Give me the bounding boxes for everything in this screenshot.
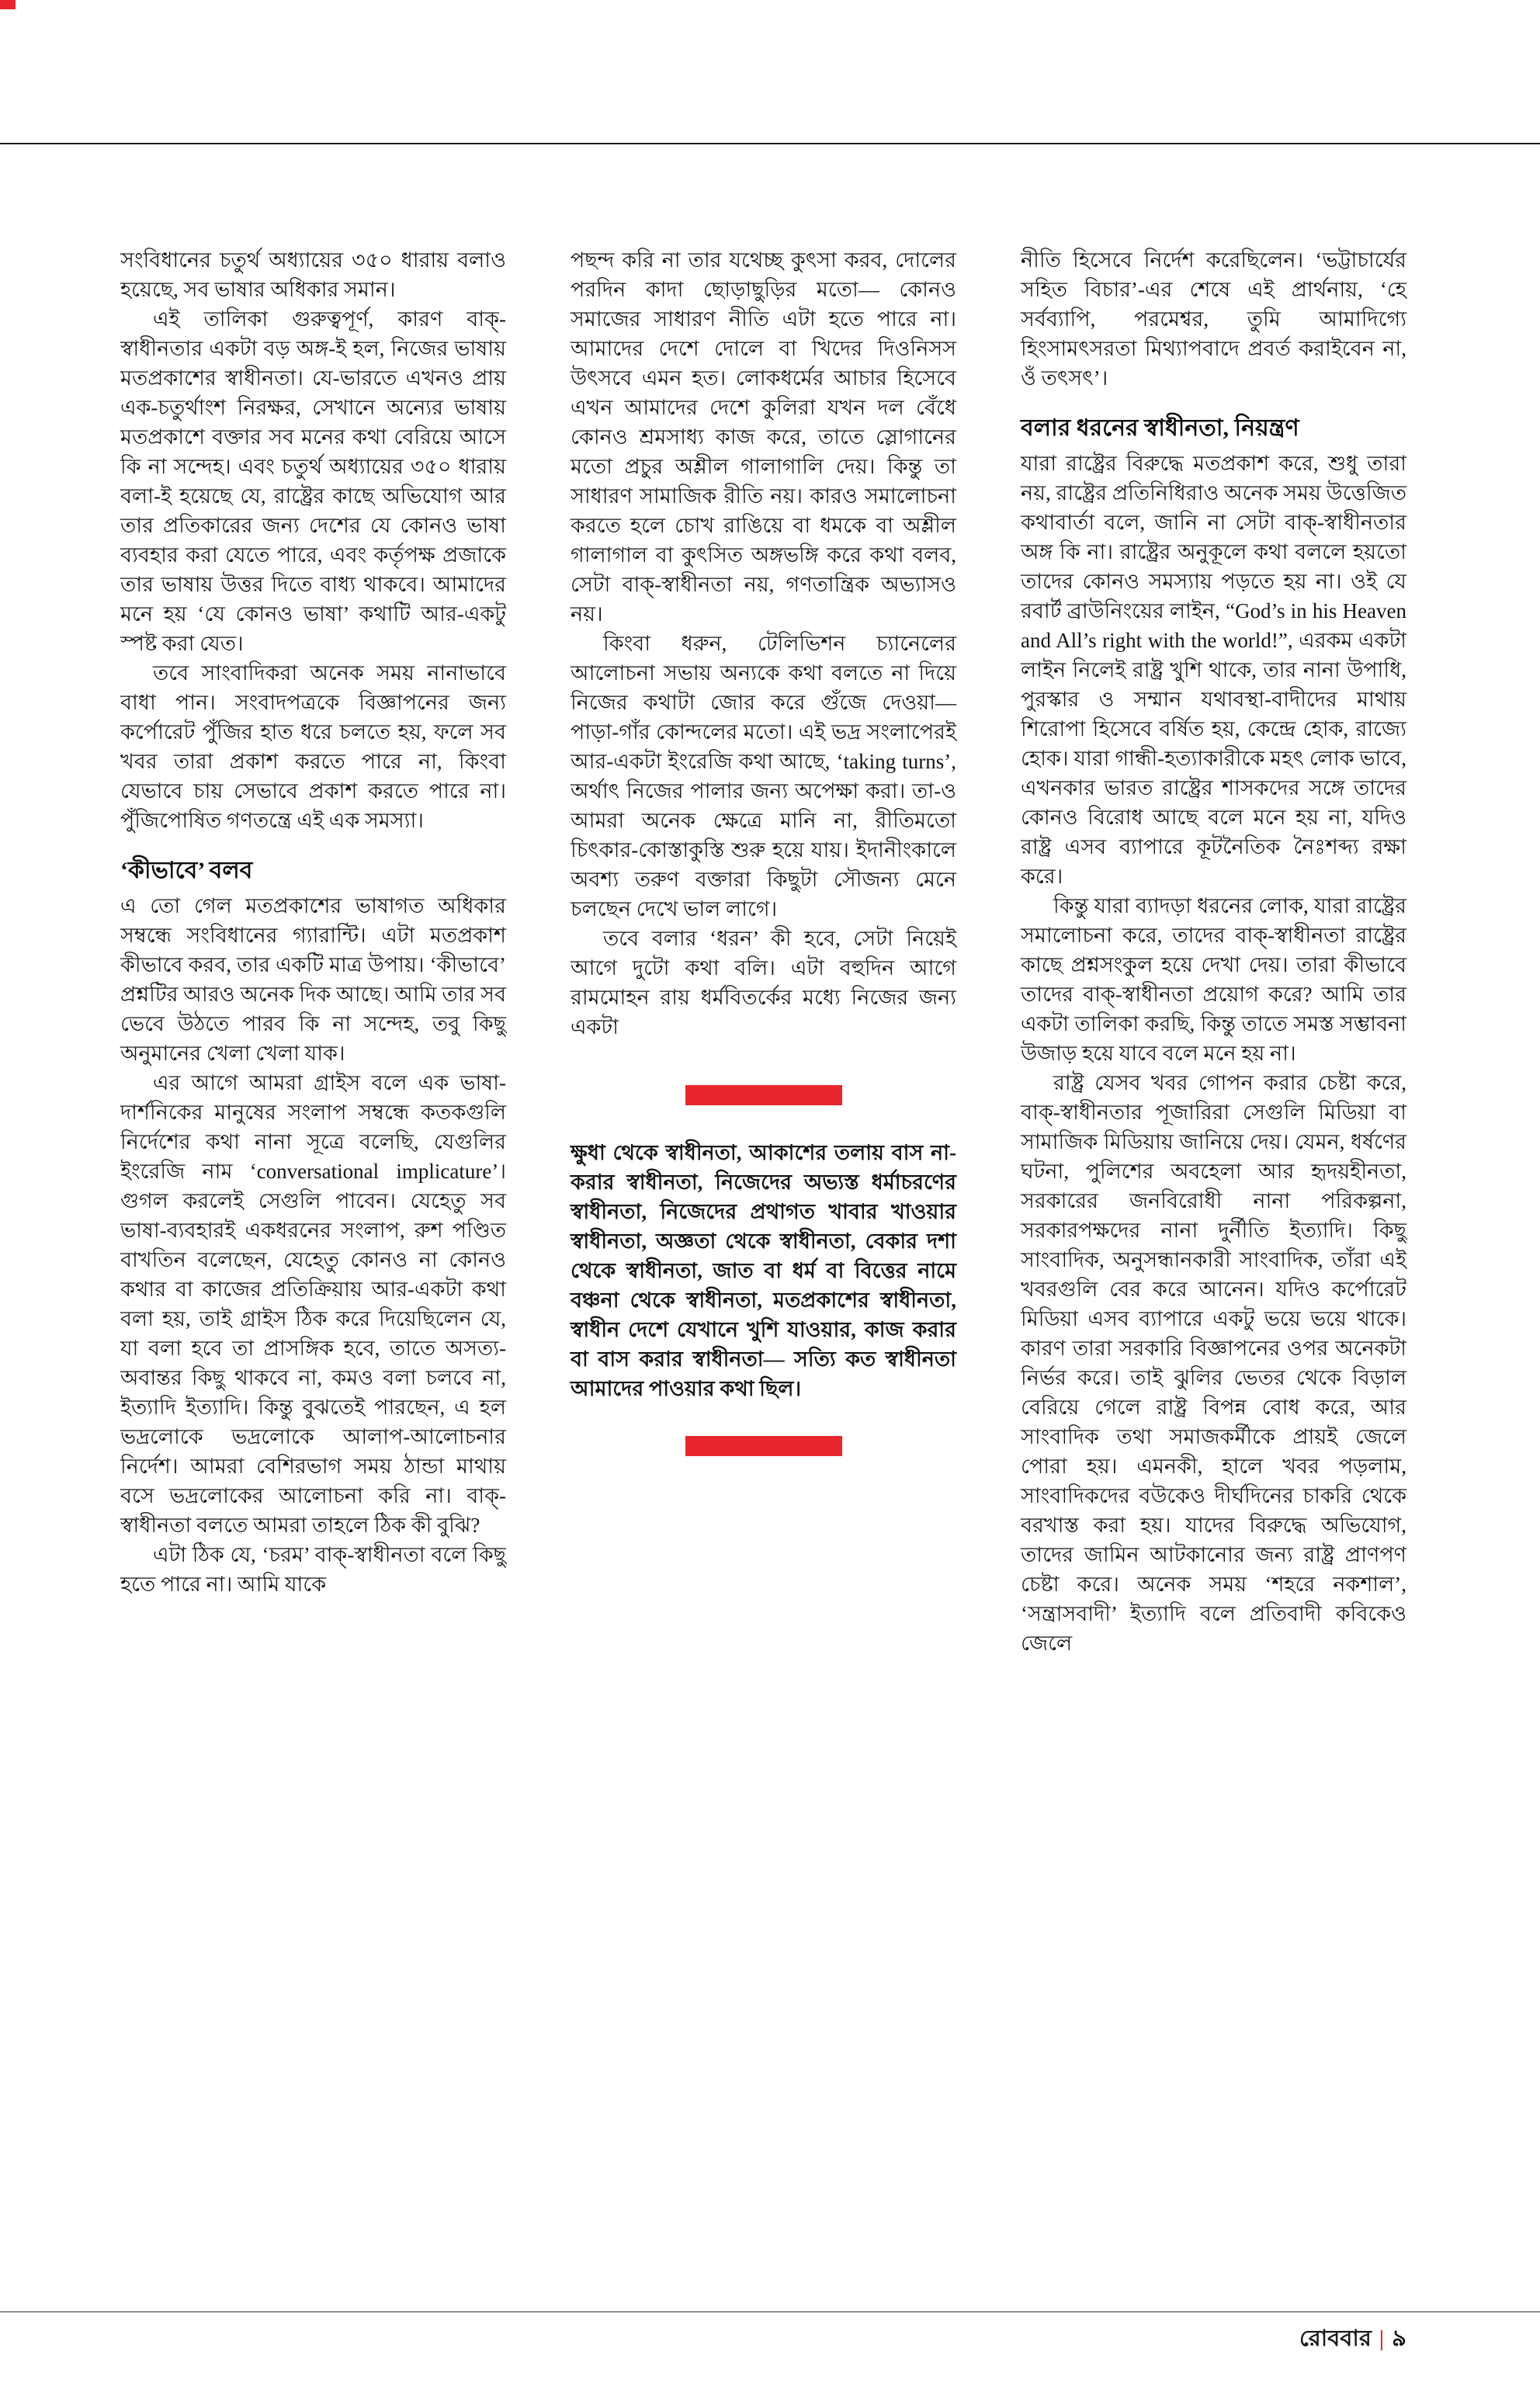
section-subhead: বলার ধরনের স্বাধীনতা, নিয়ন্ত্রণ [1021, 415, 1299, 441]
paragraph: কিন্তু যারা ব্যাদড়া ধরনের লোক, যারা রাষ্ট্রের সমালোচনা করে, তাদের বাক্‌-স্বাধীনতা রাষ্ট্রের কাছে প্রশ্নসংকুল হয়ে দেখা দেয়। তারা কীভাবে তাদের বাক্‌-স্বাধীনতা প্রয়োগ করে? আমি তার একটা তালিকা করছি, কিন্তু তাতে সমস্ত সম্ভাবনা উজাড় হয়ে যাবে বলে মনে হয় না। [1021, 894, 1406, 1065]
column-2 [571, 245, 956, 1658]
paragraph: কিংবা ধরুন, টেলিভিশন চ্যানেলের আলোচনা সভায় অন্যকে কথা বলতে না দিয়ে নিজের কথাটা জোর করে গুঁজে দেওয়া— পাড়া-গাঁর কোন্দলের মতো। এই ভদ্র সংলাপেরই আর-একটা ইংরেজি কথা আছে, ‘taking turns’, অর্থাৎ নিজের পালার জন্য অপেক্ষা করা। তা-ও আমরা অনেক ক্ষেত্রে মানি না, রীতিমতো চিৎকার-কোস্তাকুস্তি শুরু হয়ে যায়। ইদানীংকালে অবশ্য তরুণ বক্তারা কিছুটা সৌজন্য মেনে চলছেন দেখে ভাল লাগে। [571, 632, 956, 921]
paragraph: রাষ্ট্র যেসব খবর গোপন করার চেষ্টা করে, বাক্‌-স্বাধীনতার পূজারিরা সেগুলি মিডিয়া বা সামাজিক মিডিয়ায় জানিয়ে দেয়। যেমন, ধর্ষণের ঘটনা, পুলিশের অবহেলা আর হৃদয়হীনতা, সরকারের জনবিরোধী নানা পরিকল্পনা, সরকারপক্ষদের নানা দুর্নীতি ইত্যাদি। কিছু সাংবাদিক, অনুসন্ধানকারী সাংবাদিক, তাঁরা এই খবরগুলি বের করে আনেন। যদিও কর্পোরেট মিডিয়া এসব ব্যাপারে একটু ভয়ে ভয়ে থাকে। কারণ তারা সরকারি বিজ্ঞাপনের ওপর অনেকটা নির্ভর করে। তাই ঝুলির ভেতর থেকে বিড়াল বেরিয়ে গেলে রাষ্ট্র বিপন্ন বোধ করে, আর সাংবাদিক তথা সমাজকর্মীকে প্রায়ই জেলে পোরা হয়। এমনকী, হালে খবর পড়লাম, সাংবাদিকদের বউকেও দীর্ঘদিনের চাকরি থেকে বরখাস্ত করা হয়। যাদের বিরুদ্ধে অভিযোগ, তাদের জামিন আটকানোর জন্য রাষ্ট্র প্রাণপণ চেষ্টা করে। অনেক সময় ‘শহরে নকশাল’, ‘সন্ত্রাসবাদী’ ইত্যাদি বলে প্রতিবাদী কবিকেও জেলে [1021, 1071, 1406, 1655]
column-3 [1021, 245, 1406, 1658]
paragraph: যারা রাষ্ট্রের বিরুদ্ধে মতপ্রকাশ করে, শুধু তারা নয়, রাষ্ট্রের প্রতিনিধিরাও অনেক সময় উত্তেজিত কথাবার্তা বলে, জানি না সেটা বাক্‌-স্বাধীনতার অঙ্গ কি না। রাষ্ট্রের অনুকূলে কথা বললে হয়তো তাদের কোনও সমস্যায় পড়তে হয় না। ওই যে রবার্ট ব্রাউনিংয়ের লাইন, “God’s in his Heaven and All’s right with the world!”, এরকম একটা লাইন নিলেই রাষ্ট্র খুশি থাকে, তার নানা উপাধি, পুরস্কার ও সম্মান যথাবস্থা-বাদীদের মাথায় শিরোপা হিসেবে বর্ষিত হয়, কেন্দ্রে হোক, রাজ্যে হোক। যারা গান্ধী-হত্যাকারীকে মহৎ লোক ভাবে, এখনকার ভারত রাষ্ট্রের শাসকদের সঙ্গে তাদের কোনও বিরোধ আছে বলে মনে হয় না, যদিও রাষ্ট্র এসব ব্যাপারে কূটনৈতিক নৈঃশব্দ্য রক্ষা করে। [1021, 452, 1406, 888]
paragraph: এর আগে আমরা গ্রাইস বলে এক ভাষা-দার্শনিকের মানুষের সংলাপ সম্বন্ধে কতকগুলি নির্দেশের কথা নানা সূত্রে বলেছি, যেগুলির ইংরেজি নাম ‘conversational implicature’। গুগল করলেই সেগুলি পাবেন। যেহেতু সব ভাষা-ব্যবহারই একধরনের সংলাপ, রুশ পণ্ডিত বাখতিন বলেছেন, যেহেতু কোনও না কোনও কথার বা কাজের প্রতিক্রিয়ায় আর-একটা কথা বলা হয়, তাই গ্রাইস ঠিক করে দিয়েছিলেন যে, যা বলা হবে তা প্রাসঙ্গিক হবে, তাতে অসত্য-অবান্তর কিছু থাকবে না, কমও বলা চলবে না, ইত্যাদি ইত্যাদি। কিন্তু বুঝতেই পারছেন, এ হল ভদ্রলোকে ভদ্রলোকে আলাপ-আলোচনার নির্দেশ। আমরা বেশিরভাগ সময় ঠান্ডা মাথায় বসে ভদ্রলোকের আলোচনা করি না। বাক্‌-স্বাধীনতা বলতে আমরা তাহলে ঠিক কী বুঝি? [120, 1071, 506, 1537]
paragraph: তবে সাংবাদিকরা অনেক সময় নানাভাবে বাধা পান। সংবাদপত্রকে বিজ্ঞাপনের জন্য কর্পোরেট পুঁজির হাত ধরে চলতে হয়, ফলে সব খবর তারা প্রকাশ করতে পারে না, কিংবা যেভাবে চায় সেভাবে প্রকাশ করতে পারে না। পুঁজিপোষিত গণতন্ত্রে এই এক সমস্যা। [120, 661, 506, 832]
paragraph: তবে বলার ‘ধরন’ কী হবে, সেটা নিয়েই আগে দুটো কথা বলি। এটা বহুদিন আগে রামমোহন রায় ধর্মবিতর্কের মধ্যে নিজের জন্য একটা [571, 927, 956, 1039]
paragraph: এ তো গেল মতপ্রকাশের ভাষাগত অধিকার সম্বন্ধে সংবিধানের গ্যারান্টি। এটা মতপ্রকাশ কীভাবে করব, তার একটি মাত্র উপায়। ‘কীভাবে’ প্রশ্নটির আরও অনেক দিক আছে। আমি তার সব ভেবে উঠতে পারব কি না সন্দেহ, তবু কিছু অনুমানের খেলা খেলা যাক। [120, 894, 506, 1065]
page-number: ৯ [1392, 2326, 1406, 2351]
pullquote-rule-top [685, 1085, 842, 1105]
pullquote-text: ক্ষুধা থেকে স্বাধীনতা, আকাশের তলায় বাস না-করার স্বাধীনতা, নিজেদের অভ্যস্ত ধর্মাচরণের স্বাধীনতা, নিজেদের প্রথাগত খাবার খাওয়ার স্বাধীনতা, অজ্ঞতা থেকে স্বাধীনতা, বেকার দশা থেকে স্বাধীনতা, জাত বা ধর্ম বা বিত্তের নামে বঞ্চনা থেকে স্বাধীনতা, মতপ্রকাশের স্বাধীনতা, স্বাধীন দেশে যেখানে খুশি যাওয়ার, কাজ করার বা বাস করার স্বাধীনতা— সত্যি কত স্বাধীনতা আমাদের পাওয়ার কথা ছিল। [571, 1141, 956, 1400]
pull-quote [571, 1085, 956, 1456]
column-1 [120, 245, 506, 1658]
footer [1299, 2325, 1406, 2353]
paragraph: পছন্দ করি না তার যথেচ্ছ কুৎসা করব, দোলের পরদিন কাদা ছোড়াছুড়ির মতো— কোনও সমাজের সাধারণ নীতি এটা হতে পারে না। আমাদের দেশে দোলে বা খিদের দিওনিসস উৎসবে এমন হত। লোকধর্মের আচার হিসেবে এখন আমাদের দেশে কুলিরা যখন দল বেঁধে কোনও শ্রমসাধ্য কাজ করে, তাতে স্লোগানের মতো প্রচুর অশ্লীল গালাগালি দেয়। কিন্তু তা সাধারণ সামাজিক রীতি নয়। কারও সমালোচনা করতে হলে চোখ রাঙিয়ে বা ধমকে বা অশ্লীল গালাগাল বা কুৎসিত অঙ্গভঙ্গি করে কথা বলব, সেটা বাক্‌-স্বাধীনতা নয়, গণতান্ত্রিক অভ্যাসও নয়। [571, 248, 956, 626]
pullquote-rule-bottom [685, 1436, 842, 1456]
paragraph: নীতি হিসেবে নির্দেশ করেছিলেন। ‘ভট্টাচার্যের সহিত বিচার’-এর শেষে এই প্রার্থনায়, ‘হে সর্বব্যাপি, পরমেশ্বর, তুমি আমাদিগ্যে হিংসামৎসরতা মিথ্যাপবাদে প্রবর্ত করাইবেন না, ওঁ তৎসৎ’। [1021, 248, 1406, 390]
footer-rule [0, 2311, 1540, 2312]
publication-name: রোববার [1299, 2326, 1372, 2351]
article-body [120, 245, 1406, 1658]
paragraph: এই তালিকা গুরুত্বপূর্ণ, কারণ বাক্‌-স্বাধীনতার একটা বড় অঙ্গ-ই হল, নিজের ভাষায় মতপ্রকাশের স্বাধীনতা। যে-ভারতে এখনও প্রায় এক-চতুর্থাংশ নিরক্ষর, সেখানে অন্যের ভাষায় মতপ্রকাশে বক্তার সব মনের কথা বেরিয়ে আসে কি না সন্দেহ। এবং চতুর্থ অধ্যায়ের ৩৫০ ধারায় বলা-ই হয়েছে যে, রাষ্ট্রের কাছে অভিযোগ আর তার প্রতিকারের জন্য দেশের যে কোনও ভাষা ব্যবহার করা যেতে পারে, এবং কর্তৃপক্ষ প্রজাকে তার ভাষায় উত্তর দিতে বাধ্য থাকবে। আমাদের মনে হয় ‘যে কোনও ভাষা’ কথাটি আর-একটু স্পষ্ট করা যেত। [120, 307, 506, 655]
paragraph: এটা ঠিক যে, ‘চরম’ বাক্‌-স্বাধীনতা বলে কিছু হতে পারে না। আমি যাকে [120, 1543, 506, 1596]
paragraph: সংবিধানের চতুর্থ অধ্যায়ের ৩৫০ ধারায় বলাও হয়েছে, সব ভাষার অধিকার সমান। [120, 248, 506, 301]
corner-registration-mark [0, 0, 16, 9]
section-subhead: ‘কীভাবে’ বলব [120, 858, 253, 883]
footer-separator: | [1379, 2326, 1385, 2351]
top-rule [0, 143, 1540, 144]
